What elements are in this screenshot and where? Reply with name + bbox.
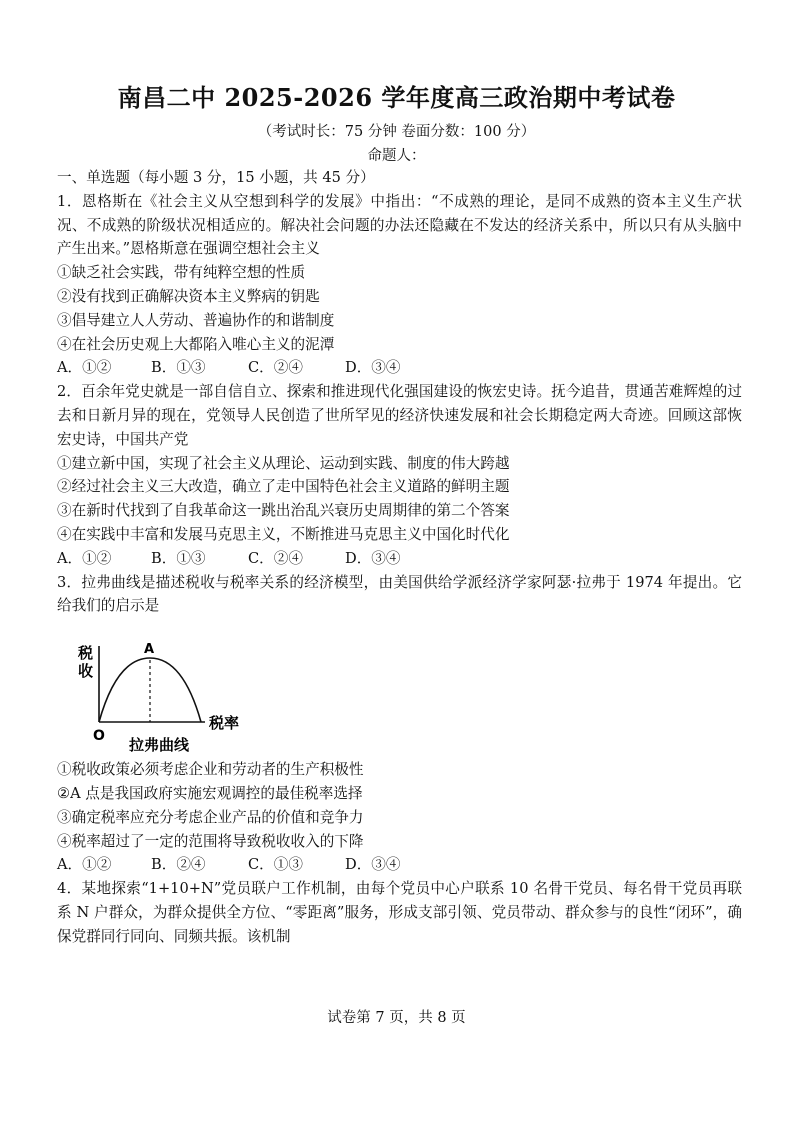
- option-a: A．①②: [57, 359, 112, 377]
- option-d: D．③④: [345, 549, 401, 567]
- option-d: D．③④: [345, 359, 401, 377]
- answer-options: [57, 853, 742, 877]
- statement-item: ①税收政策必须考虑企业和劳动者的生产积极性: [57, 761, 364, 779]
- option-b: B．①③: [151, 549, 206, 567]
- laffer-curve-diagram: [77, 636, 257, 756]
- y-axis-label-part2: 收: [78, 662, 94, 681]
- author-line: 命题人：: [367, 148, 426, 164]
- question-stem: 3．拉弗曲线是描述税收与税率关系的经济模型，由美国供给学派经济学家阿瑟·拉弗于 1974 年提出。它给我们的启示是: [57, 573, 742, 615]
- answer-options: [57, 356, 742, 380]
- x-axis-label: 税率: [209, 714, 240, 733]
- statement-item: ①缺乏社会实践，带有纯粹空想的性质: [57, 264, 306, 282]
- y-axis-label-part1: 税: [78, 644, 94, 663]
- option-c: C．①③: [248, 856, 303, 874]
- question-stem: 4．某地探索“1+10+N”党员联户工作机制，由每个党员中心户联系 10 名骨干党员、每名骨干党员再联系 N 户群众，为群众提供全方位、“零距离”服务，形成支部引领、党员带动、群众参与的良性“闭环”，确保党群同行同向、同频共振。该机制: [57, 880, 742, 945]
- statement-item: ④税率超过了一定的范围将导致税收收入的下降: [57, 832, 364, 850]
- option-d: D．③④: [345, 856, 401, 874]
- peak-label: A: [144, 642, 155, 658]
- option-b: B．②④: [151, 856, 206, 874]
- section-heading: 一、单选题（每小题 3 分，15 小题，共 45 分）: [57, 169, 375, 186]
- statement-item: ②没有找到正确解决资本主义弊病的钥匙: [57, 287, 320, 305]
- figure-caption: 拉弗曲线: [129, 736, 190, 755]
- question-stem: 1．恩格斯在《社会主义从空想到科学的发展》中指出：“不成熟的理论，是同不成熟的资本主义生产状况、不成熟的阶级状况相适应的。解决社会问题的办法还隐藏在不发达的经济关系中，所以只有从头脑中产生出来。”恩格斯意在强调空想社会主义: [57, 192, 742, 258]
- statement-item: ③在新时代找到了自我革命这一跳出治乱兴衰历史周期律的第二个答案: [57, 502, 510, 520]
- option-a: A．①②: [57, 856, 112, 874]
- question-stem: 2．百余年党史就是一部自信自立、探索和推进现代化强国建设的恢宏史诗。抚今追昔，贯通苦难辉煌的过去和日新月异的现在，党领导人民创造了世所罕见的经济快速发展和社会长期稳定两大奇迹。回顾这部恢宏史诗，中国共产党: [57, 383, 742, 448]
- option-c: C．②④: [248, 549, 303, 567]
- origin-label: O: [93, 728, 105, 745]
- statement-item: ②A 点是我国政府实施宏观调控的最佳税率选择: [57, 784, 363, 802]
- option-b: B．①③: [151, 359, 206, 377]
- statement-item: ④在实践中丰富和发展马克思主义，不断推进马克思主义中国化时代化: [57, 525, 510, 543]
- statement-item: ②经过社会主义三大改造，确立了走中国特色社会主义道路的鲜明主题: [57, 478, 510, 496]
- laffer-curve-figure: [57, 618, 742, 758]
- question-1: [57, 190, 742, 380]
- statement-item: ④在社会历史观上大都陷入唯心主义的泥潭: [57, 335, 335, 353]
- page-footer: 试卷第 7 页，共 8 页: [327, 1010, 466, 1026]
- statement-item: ③确定税率应充分考虑企业产品的价值和竞争力: [57, 808, 364, 826]
- exam-subtitle: （考试时长：75 分钟 卷面分数：100 分）: [257, 124, 536, 140]
- question-3: [57, 571, 742, 878]
- statement-item: ①建立新中国，实现了社会主义从理论、运动到实践、制度的伟大跨越: [57, 454, 510, 472]
- question-2: [57, 380, 742, 570]
- option-c: C．②④: [248, 359, 303, 377]
- option-a: A．①②: [57, 549, 112, 567]
- answer-options: [57, 547, 742, 571]
- statement-item: ③倡导建立人人劳动、普遍协作的和谐制度: [57, 311, 335, 329]
- question-4: [57, 877, 742, 948]
- exam-title: 南昌二中 2025-2026 学年度高三政治期中考试卷: [117, 83, 676, 112]
- exam-content: [57, 166, 742, 949]
